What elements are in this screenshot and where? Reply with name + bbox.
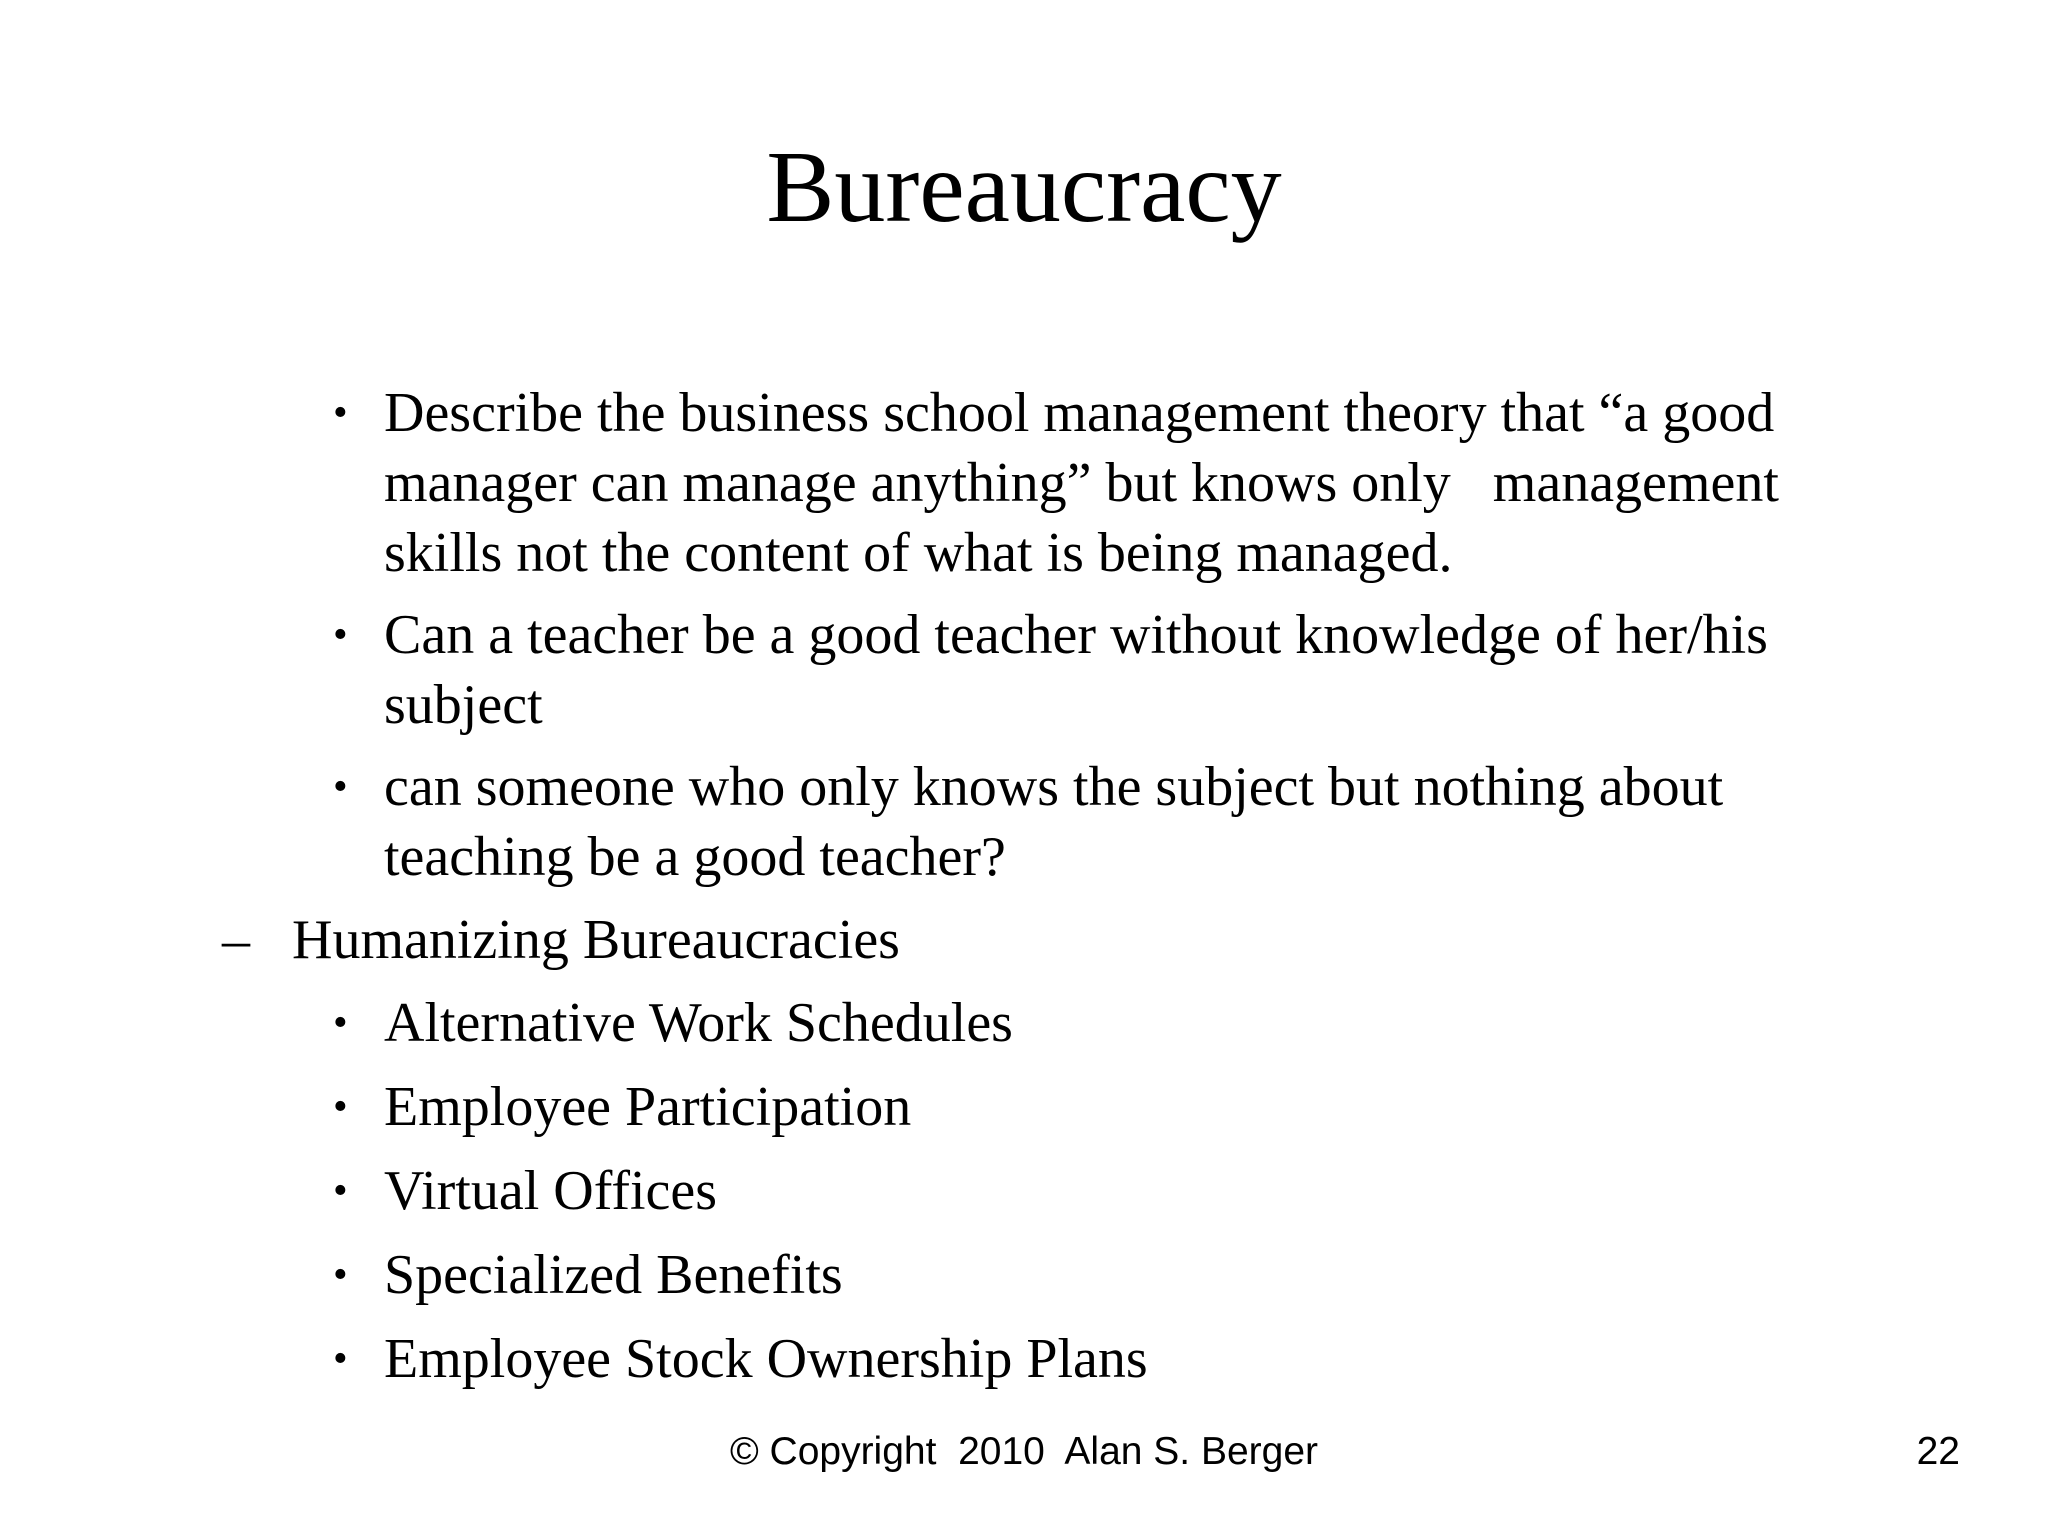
bullet-icon: • [333, 1084, 348, 1130]
question-text: Describe the business school management theory that “a good manager can manage anything” but knows only management skills not the content of what is being managed. [384, 382, 1793, 584]
question-text: Can a teacher be a good teacher without knowledge of her/his subject [384, 604, 1782, 736]
subheading-humanizing [222, 905, 1822, 975]
bullet-icon: • [333, 1336, 348, 1382]
bullet-icon: • [333, 390, 348, 436]
subheading-text: Humanizing Bureaucracies [292, 909, 900, 971]
question-text: can someone who only knows the subject but nothing about teaching be a good teacher? [384, 756, 1738, 888]
humanizing-item-text: Virtual Offices [384, 1160, 718, 1222]
slide-title: Bureaucracy [766, 131, 1282, 244]
humanizing-item-3 [335, 1156, 1835, 1226]
humanizing-item-text: Specialized Benefits [384, 1244, 843, 1306]
bullet-icon: • [333, 1000, 348, 1046]
bullet-icon: • [333, 612, 348, 658]
bullet-icon: • [333, 764, 348, 810]
humanizing-item-5 [335, 1324, 1835, 1394]
humanizing-item-1 [335, 988, 1835, 1058]
page-number: 22 [1916, 1430, 1960, 1473]
humanizing-item-text: Alternative Work Schedules [384, 992, 1013, 1054]
dash-icon: – [222, 909, 250, 971]
bullet-icon: • [333, 1168, 348, 1214]
question-bullet-3 [335, 752, 1835, 892]
bullet-icon: • [333, 1252, 348, 1298]
question-bullet-1 [335, 378, 1835, 588]
footer-copyright: © Copyright 2010 Alan S. Berger [729, 1430, 1319, 1473]
question-bullet-2 [335, 600, 1835, 740]
humanizing-item-text: Employee Participation [384, 1076, 912, 1138]
humanizing-item-text: Employee Stock Ownership Plans [384, 1328, 1148, 1390]
humanizing-item-2 [335, 1072, 1835, 1142]
humanizing-item-4 [335, 1240, 1835, 1310]
